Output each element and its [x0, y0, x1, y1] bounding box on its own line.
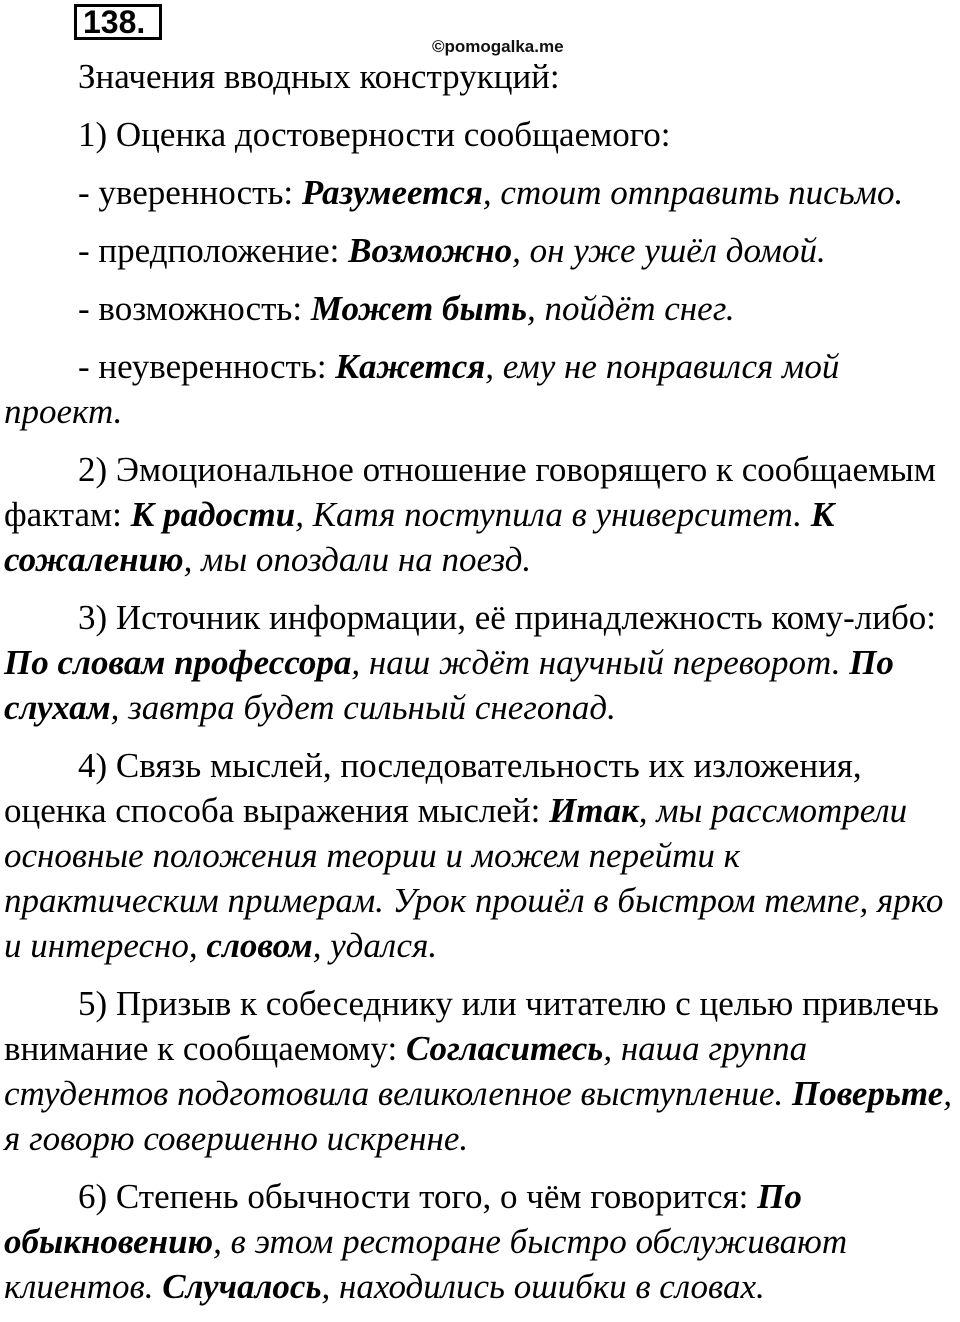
- example-text: , мы рассмотрели основные положения теории и можем перейти к практическим примерам. Урок прошёл в быстром темпе, ярко и интересно,: [4, 791, 944, 965]
- heading-paragraph: [4, 54, 956, 99]
- example-text: , пойдёт снег.: [527, 289, 735, 328]
- exercise-number: 138.: [74, 4, 162, 40]
- introductory-word: Кажется: [335, 347, 486, 386]
- example-text: , мы опоздали на поезд.: [183, 540, 532, 579]
- paragraph-text: 5) Призыв к собеседнику или читателю с целью привлечь внимание к сообщаемому:: [4, 984, 939, 1068]
- paragraph-1: [4, 112, 956, 157]
- example-text: , наш ждёт научный переворот.: [351, 643, 850, 682]
- paragraph-text: 4) Связь мыслей, последовательность их изложения, оценка способа выражения мыслей:: [4, 746, 862, 830]
- example-text: , завтра будет сильный снегопад.: [110, 688, 616, 727]
- paragraph-text: - предположение:: [78, 231, 349, 270]
- example-text: , стоит отправить письмо.: [482, 173, 904, 212]
- introductory-word: Итак: [549, 791, 639, 830]
- paragraph-possibility: [4, 286, 956, 331]
- introductory-word: Возможно: [348, 231, 513, 270]
- example-text: , Катя поступила в университет.: [295, 495, 811, 534]
- introductory-word: По словам профессора: [4, 643, 352, 682]
- introductory-word: По слухам: [4, 643, 894, 727]
- paragraph-6: [4, 1174, 956, 1309]
- paragraph-text: - уверенность:: [78, 173, 302, 212]
- example-text: , наша группа студентов подготовила великолепное выступление.: [4, 1029, 808, 1113]
- paragraph-confidence: [4, 170, 956, 215]
- document-body: [4, 54, 956, 1322]
- paragraph-assumption: [4, 228, 956, 273]
- paragraph-5: [4, 981, 956, 1161]
- paragraph-text: - неуверенность:: [78, 347, 336, 386]
- introductory-word: По обыкновению: [4, 1177, 802, 1261]
- paragraph-text: 3) Источник информации, её принадлежность кому-либо:: [78, 598, 936, 637]
- heading-text: Значения вводных конструкций:: [78, 57, 560, 96]
- paragraph-2: [4, 447, 956, 582]
- paragraph-uncertainty: [4, 344, 956, 434]
- introductory-word: К радости: [130, 495, 296, 534]
- introductory-word: Разумеется: [301, 173, 483, 212]
- introductory-word: словом: [206, 926, 313, 965]
- introductory-word: Согласитесь: [405, 1029, 604, 1068]
- introductory-word: Случалось: [162, 1267, 322, 1306]
- paragraph-4: [4, 743, 956, 968]
- example-text: , я говорю совершенно искренне.: [4, 1074, 952, 1158]
- introductory-word: Может быть: [310, 289, 527, 328]
- example-text: , ему не понравился мой проект.: [4, 347, 840, 431]
- paragraph-3: [4, 595, 956, 730]
- paragraph-text: 6) Степень обычности того, о чём говорится:: [78, 1177, 758, 1216]
- example-text: , в этом ресторане быстро обслуживают клиентов.: [4, 1222, 848, 1306]
- example-text: , находились ошибки в словах.: [321, 1267, 765, 1306]
- paragraph-text: 1) Оценка достоверности сообщаемого:: [78, 115, 671, 154]
- introductory-word: К сожалению: [4, 495, 835, 579]
- paragraph-text: - возможность:: [78, 289, 311, 328]
- paragraph-text: 2) Эмоциональное отношение говорящего к сообщаемым фактам:: [4, 450, 936, 534]
- introductory-word: Поверьте: [791, 1074, 944, 1113]
- example-text: , удался.: [312, 926, 438, 965]
- watermark: ©pomogalka.me: [432, 37, 564, 56]
- example-text: , он уже ушёл домой.: [512, 231, 826, 270]
